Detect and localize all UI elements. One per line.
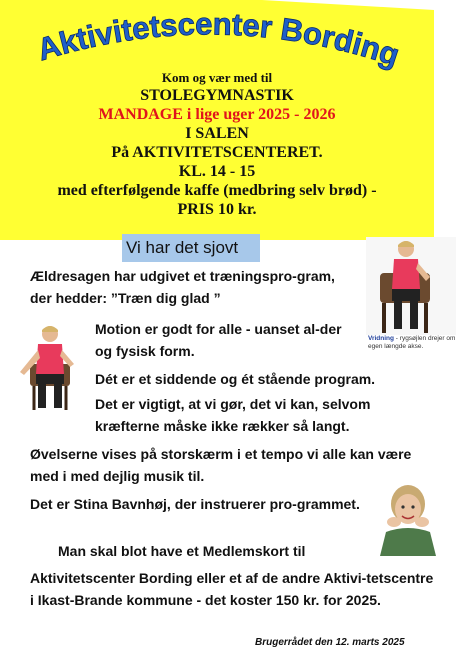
schedule-line: MANDAGE i lige uger 2025 - 2026 bbox=[98, 106, 336, 123]
coffee-line: med efterfølgende kaffe (medbring selv brød) - bbox=[57, 182, 377, 199]
price-line: PRIS 10 kr. bbox=[177, 201, 257, 218]
intro-block bbox=[0, 70, 434, 219]
paragraph-screen: Øvelserne vises på storskærm i et tempo vi alle kan være med i med dejlig musik til. bbox=[30, 446, 412, 484]
arm-exercise-photo bbox=[12, 320, 86, 412]
footer-note: Brugerrådet den 12. marts 2025 bbox=[255, 637, 405, 648]
paragraph-price: Aktivitetscenter Bording eller et af de andre Aktivi-tetscentre i Ikast-Brande kommune - det koster 150 kr. for 2025. bbox=[30, 570, 434, 608]
room-line: I SALEN bbox=[185, 125, 249, 142]
paragraph-important: Det er vigtigt, at vi gør, det vi kan, selvom kræfterne måske ikke rækker så langt. bbox=[95, 396, 371, 434]
svg-text:Aktivitetscenter Bording bbox=[33, 6, 403, 72]
location-line: På AKTIVITETSCENTERET. bbox=[111, 144, 323, 161]
activity-name: STOLEGYMNASTIK bbox=[140, 87, 294, 104]
title-text: Aktivitetscenter Bording bbox=[33, 6, 404, 73]
paragraph-program-intro: Ældresagen har udgivet et træningspro-gram, der hedder: ”Træn dig glad ” bbox=[30, 268, 335, 306]
intro-line: Kom og vær med til bbox=[161, 70, 273, 85]
paragraph-program-types: Dét er et siddende og ét stående program. bbox=[95, 371, 376, 387]
paragraph-membership: Man skal blot have et Medlemskort til bbox=[58, 543, 306, 559]
paragraph-instructor: Det er Stina Bavnhøj, der instruerer pro-grammet. bbox=[30, 496, 360, 512]
highlight-label: Vi har det sjovt bbox=[122, 234, 260, 262]
paragraph-motion: Motion er godt for alle - uanset al-der og fysisk form. bbox=[95, 321, 342, 359]
twisting-exercise-photo bbox=[366, 237, 456, 335]
photo-caption: Vridning - rygsøjlen drejer om egen længde akse. bbox=[368, 335, 456, 350]
instructor-portrait-photo bbox=[372, 480, 444, 556]
time-line: KL. 14 - 15 bbox=[178, 163, 256, 180]
